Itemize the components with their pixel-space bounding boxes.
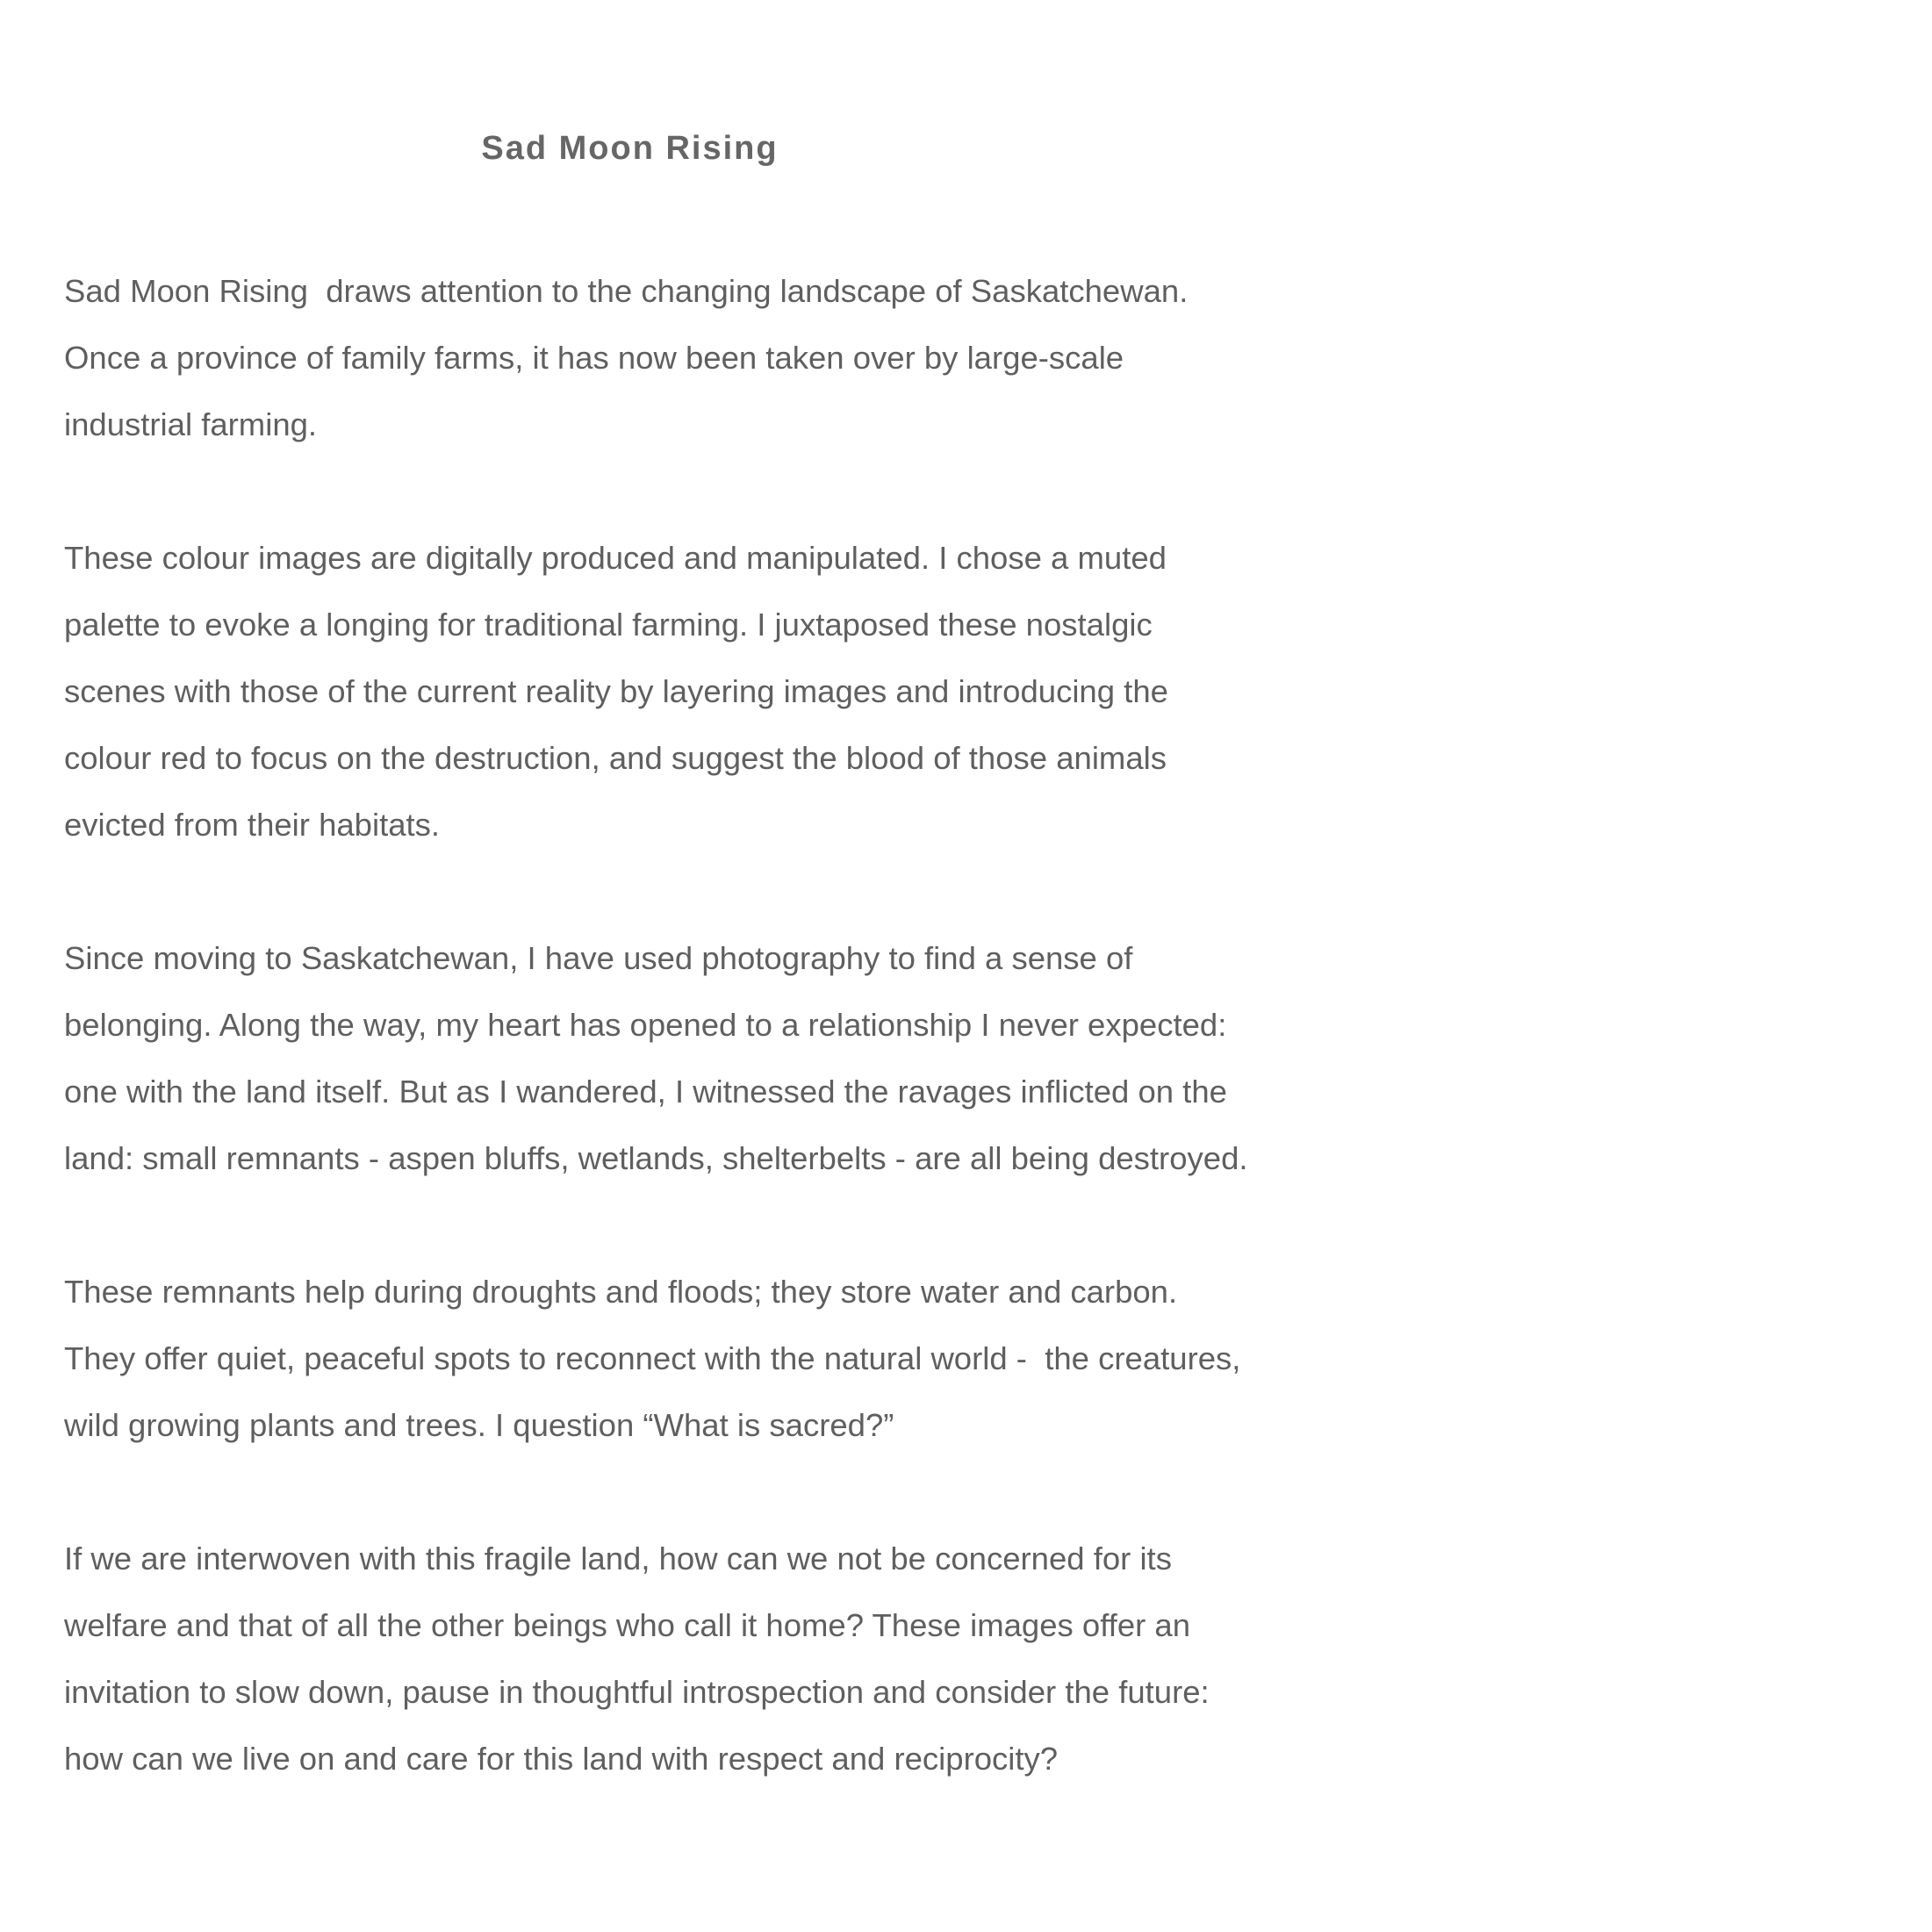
paragraph-line: evicted from their habitats. — [64, 807, 441, 843]
paragraph-line: invitation to slow down, pause in thoughtful introspection and consider the future: — [64, 1674, 1210, 1710]
paragraph-3 — [64, 925, 1381, 1192]
paragraph-line: If we are interwoven with this fragile land, how can we not be concerned for its — [64, 1541, 1172, 1576]
paragraph-line: one with the land itself. But as I wandered, I witnessed the ravages inflicted on the — [64, 1074, 1227, 1110]
paragraph-line: how can we live on and care for this land with respect and reciprocity? — [64, 1741, 1059, 1777]
paragraph-line: Sad Moon Rising draws attention to the changing landscape of Saskatchewan. — [64, 273, 1189, 309]
document-body — [64, 258, 1381, 1859]
paragraph-line: welfare and that of all the other beings who call it home? These images offer an — [64, 1607, 1191, 1643]
paragraph-1 — [64, 258, 1381, 458]
document-title: Sad Moon Rising — [481, 130, 779, 167]
paragraph-4 — [64, 1259, 1381, 1459]
paragraph-line: wild growing plants and trees. I question “What is sacred?” — [64, 1407, 894, 1443]
paragraph-line: These colour images are digitally produced and manipulated. I chose a muted — [64, 540, 1167, 576]
paragraph-line: belonging. Along the way, my heart has opened to a relationship I never expected: — [64, 1007, 1227, 1043]
paragraph-line: Since moving to Saskatchewan, I have used photography to find a sense of — [64, 940, 1133, 976]
paragraph-line: scenes with those of the current reality by layering images and introducing the — [64, 673, 1168, 709]
paragraph-line: They offer quiet, peaceful spots to reconnect with the natural world - the creatures, — [64, 1340, 1241, 1376]
paragraph-line: colour red to focus on the destruction, and suggest the blood of those animals — [64, 740, 1167, 776]
paragraph-line: palette to evoke a longing for traditional farming. I juxtaposed these nostalgic — [64, 607, 1153, 643]
paragraph-line: These remnants help during droughts and floods; they store water and carbon. — [64, 1274, 1178, 1310]
paragraph-line: land: small remnants - aspen bluffs, wetlands, shelterbelts - are all being destroyed. — [64, 1140, 1248, 1176]
paragraph-2 — [64, 525, 1381, 858]
paragraph-line: industrial farming. — [64, 406, 318, 442]
paragraph-line: Once a province of family farms, it has now been taken over by large-scale — [64, 340, 1124, 376]
paragraph-5 — [64, 1526, 1381, 1792]
